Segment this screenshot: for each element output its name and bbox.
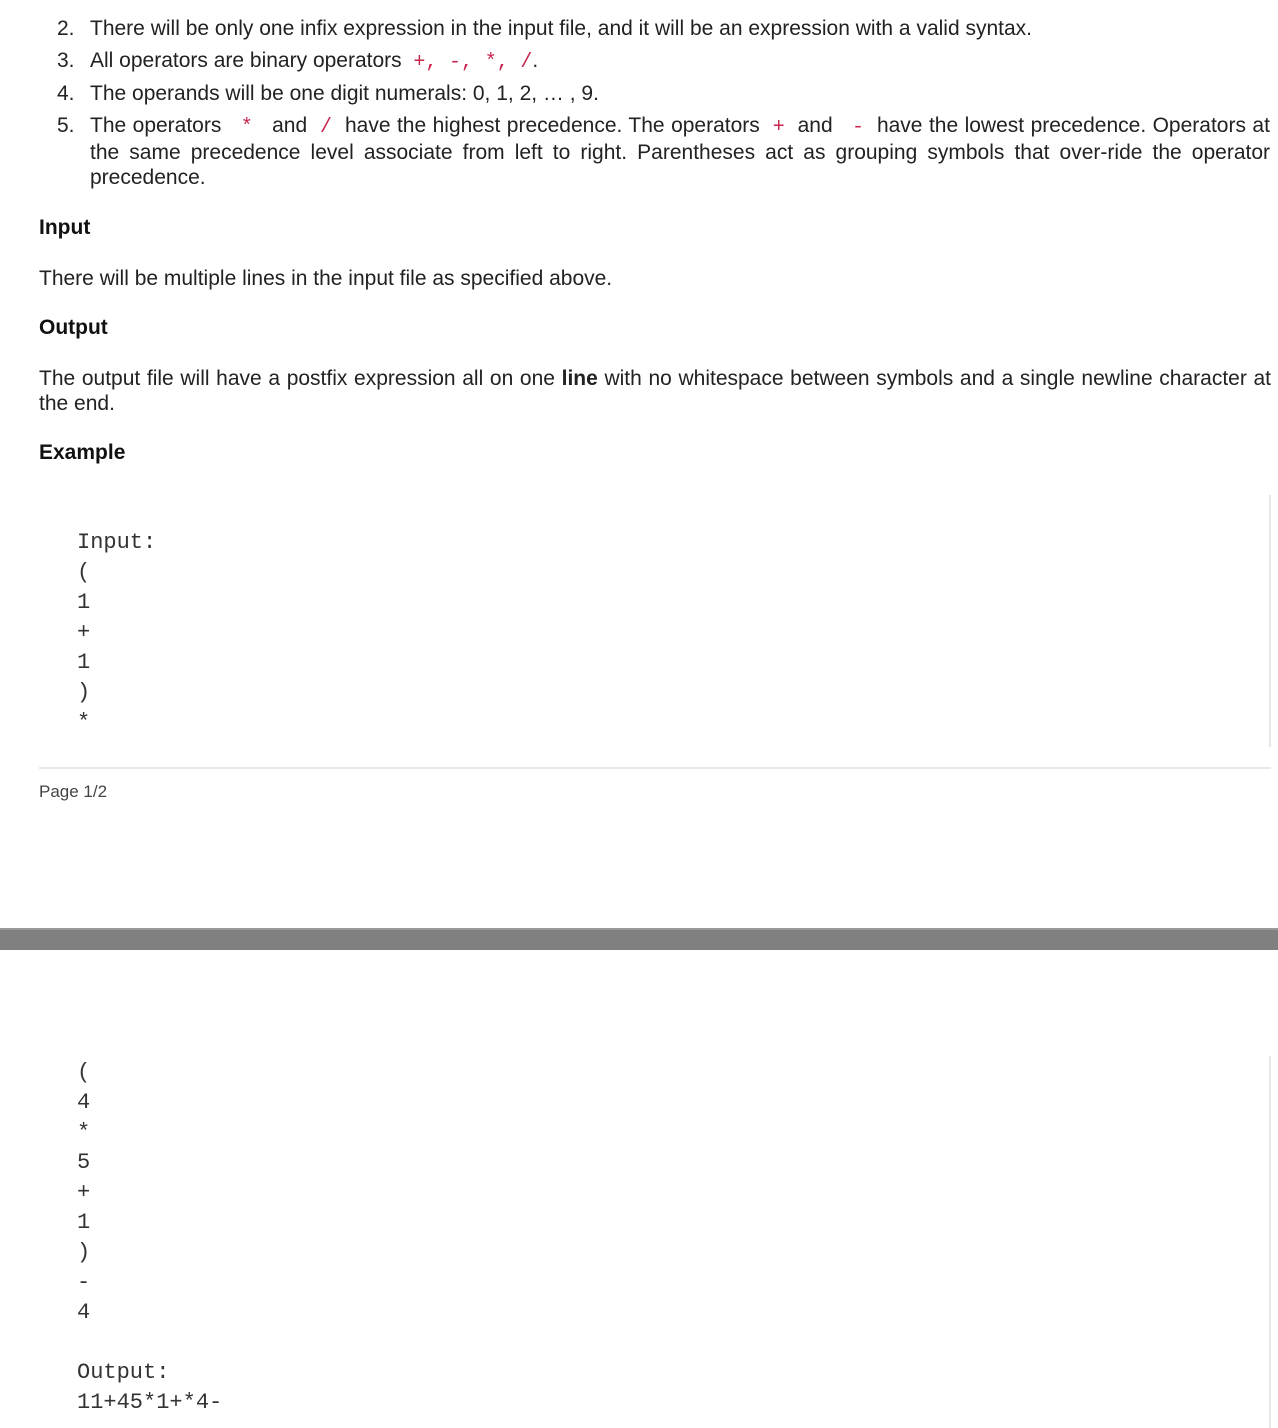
code-line: ( <box>77 560 91 585</box>
rule-number: 5. <box>57 114 75 137</box>
rule-number: 3. <box>57 49 75 72</box>
operator-plus: +, <box>413 51 438 74</box>
example-heading: Example <box>39 441 126 464</box>
example-code-block <box>77 528 156 738</box>
rule-text: and <box>272 114 308 137</box>
operator-divide: / <box>320 116 333 139</box>
document-page-2 <box>0 950 1278 1428</box>
code-block-border <box>1269 495 1271 747</box>
rule-suffix: . <box>532 49 539 72</box>
input-description: There will be multiple lines in the input file as specified above. <box>39 267 613 290</box>
rule-number: 4. <box>57 82 75 105</box>
operator-times: * <box>240 116 253 139</box>
rule-text: have the highest precedence. The operators <box>344 114 760 137</box>
code-line: ) <box>77 1240 91 1265</box>
rule-text: and <box>797 114 833 137</box>
code-line: 4 <box>77 1090 91 1115</box>
code-line: ) <box>77 680 91 705</box>
page-number: Page 1/2 <box>39 782 108 801</box>
example-code-block-continued <box>77 1058 222 1418</box>
page-footer-divider <box>39 767 1271 769</box>
code-line <box>77 1328 222 1358</box>
operator-minus: -, <box>449 51 474 74</box>
operator-times: *, <box>484 51 509 74</box>
code-line: 11+45*1+*4- <box>77 1390 223 1415</box>
operator-divide: / <box>520 51 533 74</box>
rule-text: All operators are binary operators <box>90 49 402 72</box>
output-description: The output file will have a postfix expression all on one line with no whitespace between symbols and a single newline character at the end. <box>39 367 1272 415</box>
code-line: + <box>77 1180 91 1205</box>
code-line: 5 <box>77 1150 91 1175</box>
output-heading: Output <box>39 316 108 339</box>
code-line: * <box>77 710 91 735</box>
rule-text: have the lowest precedence. Operators at the same precedence level associate from left to right. Parentheses act as grouping symbols that over-ride the operator precedence. <box>90 114 1270 189</box>
code-line: 1 <box>77 650 91 675</box>
code-line: 1 <box>77 1210 91 1235</box>
rule-text: The operators <box>90 114 222 137</box>
code-block-border <box>1269 1056 1271 1428</box>
operator-plus: + <box>772 116 785 139</box>
bold-word: line <box>561 367 598 390</box>
input-heading: Input <box>39 216 91 239</box>
rule-text: There will be only one infix expression in the input file, and it will be an expression with a valid syntax. <box>90 17 1032 40</box>
operator-minus: - <box>852 116 865 139</box>
code-line: ( <box>77 1060 91 1085</box>
code-line: Output: <box>77 1360 170 1385</box>
code-line: + <box>77 620 91 645</box>
code-line: * <box>77 1120 91 1145</box>
code-line: 1 <box>77 590 91 615</box>
page-separator <box>0 928 1278 950</box>
rule-number: 2. <box>57 17 75 40</box>
code-line: Input: <box>77 530 157 555</box>
code-line: - <box>77 1270 91 1295</box>
code-line: 4 <box>77 1300 91 1325</box>
rule-text: The operands will be one digit numerals: 0, 1, 2, … , 9. <box>90 82 599 105</box>
